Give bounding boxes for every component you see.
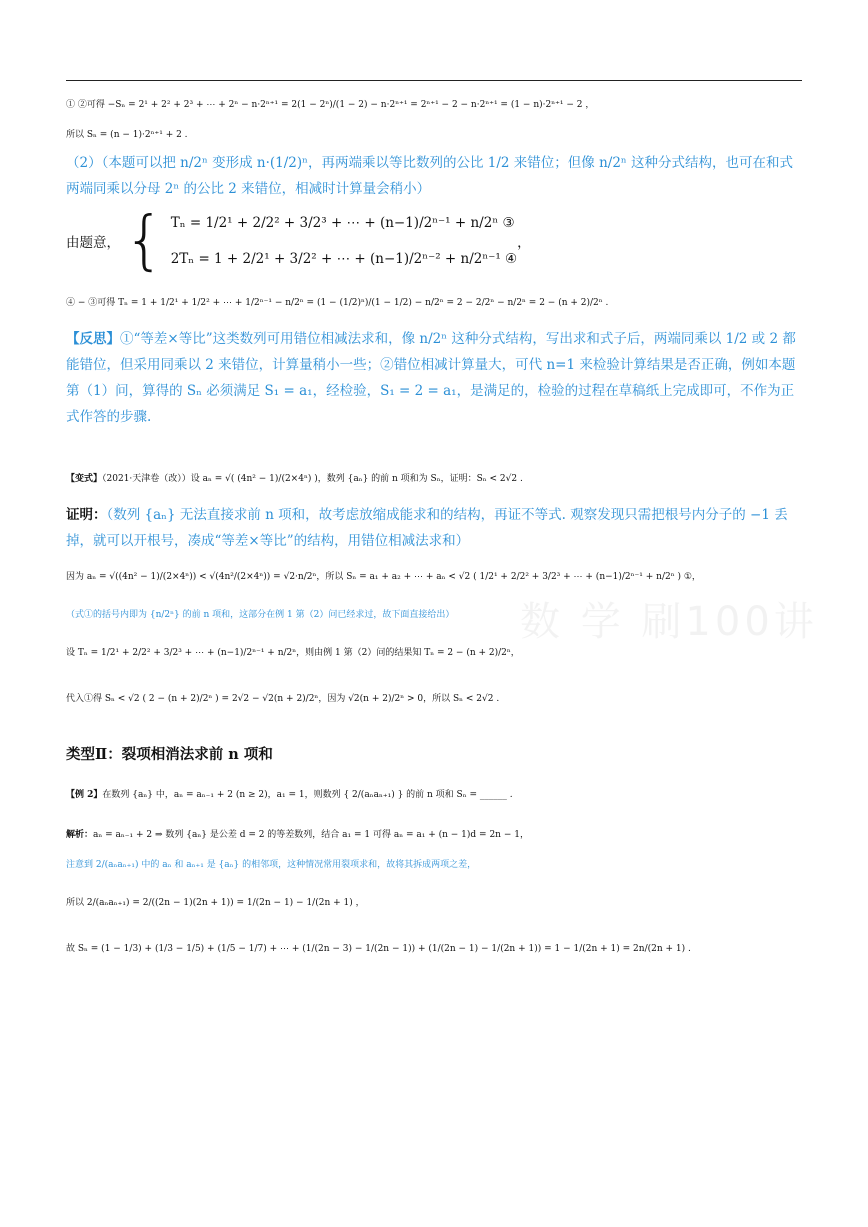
proof-step-2: 设 Tₙ = 1/2¹ + 2/2² + 3/2³ + ⋯ + (n−1)/2ⁿ⁻¹ + n/2ⁿ，则由例 1 第（2）问的结果知 Tₙ = 2 − (n + 2)/2ⁿ， [66,648,520,658]
reflection-text: ①“等差×等比”这类数列可用错位相减法求和，像 n/2ⁿ 这种分式结构，写出求和式子后，两端同乘以 1/2 或 2 都能错位，但采用同乘以 2 来错位，计算量稍小一些；②错位相减计算量大，可代 n=1 来检验计算结果是否正确，例如本题第（1）问，算得的 Sₙ 必须满足 S₁ = a₁，经检验，S₁ = 2 = a₁，是满足的，检验的过程在草稿纸上完成即可，不作为正式作答的步骤. [66,331,796,425]
proof-label: 证明： [66,507,107,523]
part2-hint: （2）（本题可以把 n/2ⁿ 变形成 n·(1/2)ⁿ，再两端乘以等比数列的公比 1/2 来错位；但像 n/2ⁿ 这种分式结构，也可在和式两端同乘以分母 2ⁿ 的公比 2 来错位，相减时计算量会稍小） [66,155,794,197]
proof-step-1: 因为 aₙ = √((4n² − 1)/(2×4ⁿ)) < √(4n²/(2×4ⁿ)) = √2·n/2ⁿ，所以 Sₙ = a₁ + a₂ + ⋯ + aₙ < √2 ( 1/2¹ + 2/2² + 3/2³ + ⋯ + (n−1)/2ⁿ⁻¹ + n/2ⁿ ) ①， [66,572,701,582]
reflection-label: 【反思】 [66,331,120,347]
proof-hint: （数列 {aₙ} 无法直接求前 n 项和，故考虑放缩成能求和的结构，再证不等式. 观察发现只需把根号内分子的 −1 丢掉，就可以开根号，凑成“等差×等比”的结构，用错位相减法求和） [66,507,788,549]
variant-label: 【变式】 [66,474,103,484]
solution-step-1 [66,820,806,850]
system-label: 由题意， [66,235,120,251]
example-text: 在数列 {aₙ} 中，aₙ = aₙ₋₁ + 2 (n ≥ 2)，a₁ = 1，则数列 { 2/(aₙaₙ₊₁) } 的前 n 项和 Sₙ = ______ . [102,790,513,800]
tn-result: ④ − ③可得 Tₙ = 1 + 1/2¹ + 1/2² + ⋯ + 1/2ⁿ⁻¹ − n/2ⁿ = (1 − (1/2)ⁿ)/(1 − 1/2) − n/2ⁿ = 2 − 2/2ⁿ − n/2ⁿ = 2 − (n + 2)/2ⁿ . [66,298,609,308]
system-tail: ， [517,235,531,251]
step-subtract-result: ① ②可得 −Sₙ = 2¹ + 2² + 2³ + ⋯ + 2ⁿ − n·2ⁿ⁺¹ = 2(1 − 2ⁿ)/(1 − 2) − n·2ⁿ⁺¹ = 2ⁿ⁺¹ − 2 − n·2ⁿ⁺¹ = (1 − n)·2ⁿ⁺¹ − 2 ， [66,100,595,110]
solution-note: 注意到 2/(aₙaₙ₊₁) 中的 aₙ 和 aₙ₊₁ 是 {aₙ} 的相邻项，这种情况常用裂项求和，故将其拆成两项之差， [66,860,477,870]
system-row-4: 2Tₙ = 1 + 2/2¹ + 3/2² + ⋯ + (n−1)/2ⁿ⁻² + n/2ⁿ⁻¹ ④ [170,251,518,267]
solution-label: 解析： [66,830,94,840]
section-heading-type2: 类型Ⅱ：裂项相消法求前 n 项和 [66,746,273,763]
variant-text: （2021·天津卷（改））设 aₙ = √( (4n² − 1)/(2×4ⁿ) )，数列 {aₙ} 的前 n 项和为 Sₙ，证明：Sₙ < 2√2 . [102,474,523,484]
reflection [66,326,806,430]
system-row-3: Tₙ = 1/2¹ + 2/2² + 3/2³ + ⋯ + (n−1)/2ⁿ⁻¹ + n/2ⁿ ③ [170,215,515,231]
proof-intro [66,502,806,554]
solution-step-2: 所以 2/(aₙaₙ₊₁) = 2/((2n − 1)(2n + 1)) = 1/(2n − 1) − 1/(2n + 1) ， [66,898,365,908]
solution-step-3: 故 Sₙ = (1 − 1/3) + (1/3 − 1/5) + (1/5 − 1/7) + ⋯ + (1/(2n − 3) − 1/(2n − 1)) + (1/(2n − 1) − 1/(2n + 1)) = 1 − 1/(2n + 1) = 2n/(2n + 1) . [66,944,691,954]
proof-step-3: 代入①得 Sₙ < √2 ( 2 − (n + 2)/2ⁿ ) = 2√2 − √2(n + 2)/2ⁿ，因为 √2(n + 2)/2ⁿ > 0，所以 Sₙ < 2√2 . [66,694,500,704]
watermark: 数 学 刷100讲 [520,599,818,645]
sum-result: 所以 Sₙ = (n − 1)·2ⁿ⁺¹ + 2 . [66,130,188,140]
variant-problem [66,456,806,502]
example-label: 【例 2】 [66,790,103,800]
solution-text: aₙ = aₙ₋₁ + 2 ⇒ 数列 {aₙ} 是公差 d = 2 的等差数列，结合 a₁ = 1 可得 aₙ = a₁ + (n − 1)d = 2n − 1， [93,830,529,840]
header-rule [66,80,802,81]
document-body [66,90,806,972]
equation-system [66,202,806,280]
proof-note: （式①的括号内即为 {n/2ⁿ} 的前 n 项和，这部分在例 1 第（2）问已经求过，故下面直接给出） [66,610,455,620]
example-2 [66,770,806,820]
system-rows [171,205,517,277]
left-brace-icon: { [124,204,165,278]
